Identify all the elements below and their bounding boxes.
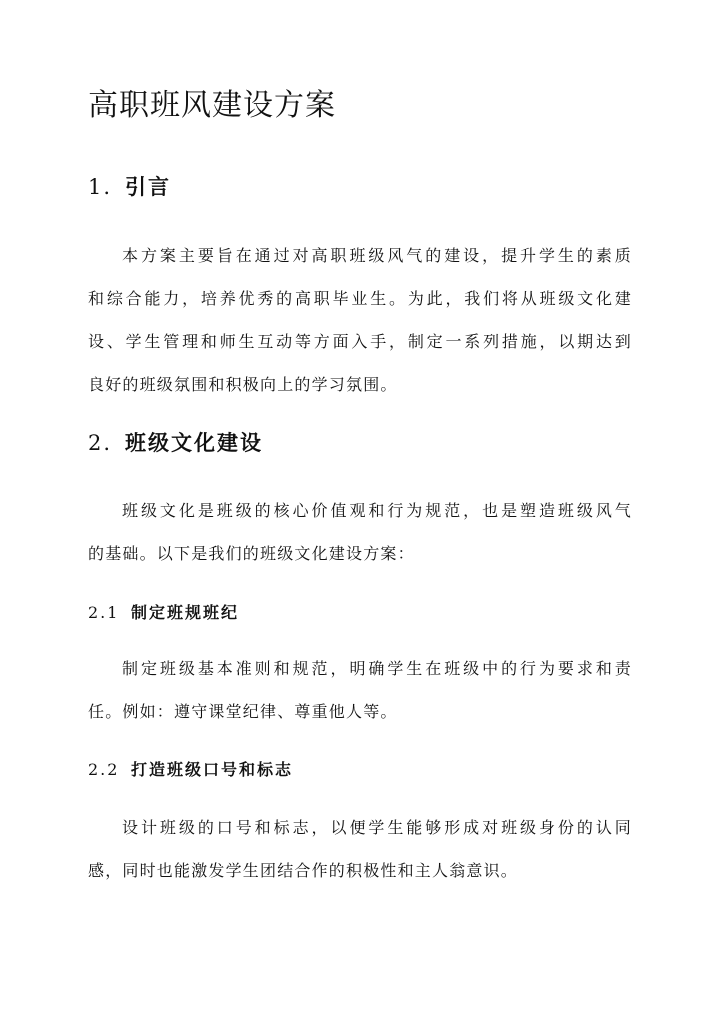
paragraph-line: 制定班级基本准则和规范，明确学生在班级中的行为要求和责 xyxy=(122,659,632,678)
paragraph-line: 设、学生管理和师生互动等方面入手，制定一系列措施，以期达到 xyxy=(88,332,632,351)
section-title: 班级文化建设 xyxy=(125,430,263,455)
subsection-number: 2.2 xyxy=(88,760,120,779)
paragraph-line: 班级文化是班级的核心价值观和行为规范，也是塑造班级风气 xyxy=(122,501,632,520)
section-number: 2. xyxy=(88,431,113,455)
class-rules-paragraph xyxy=(88,647,632,733)
document-title: 高职班风建设方案 xyxy=(88,88,336,123)
subsection-title: 打造班级口号和标志 xyxy=(131,760,294,779)
section-heading-introduction xyxy=(88,172,171,202)
paragraph-line: 设计班级的口号和标志，以便学生能够形成对班级身份的认同 xyxy=(122,818,632,837)
paragraph-line: 和综合能力，培养优秀的高职毕业生。为此，我们将从班级文化建 xyxy=(88,289,632,308)
paragraph-line: 本方案主要旨在通过对高职班级风气的建设，提升学生的素质 xyxy=(122,246,632,265)
paragraph-line: 任。例如：遵守课堂纪律、尊重他人等。 xyxy=(88,702,398,721)
section-number: 1. xyxy=(88,175,113,199)
subsection-number: 2.1 xyxy=(88,603,120,622)
class-slogan-paragraph xyxy=(88,806,632,892)
subsection-heading-class-slogan xyxy=(88,758,293,782)
section-title: 引言 xyxy=(125,174,171,199)
paragraph-line: 的基础。以下是我们的班级文化建设方案： xyxy=(88,544,415,563)
section-heading-class-culture xyxy=(88,428,263,458)
introduction-paragraph xyxy=(88,234,632,406)
class-culture-paragraph xyxy=(88,489,632,575)
subsection-title: 制定班规班纪 xyxy=(131,603,240,622)
paragraph-line: 感，同时也能激发学生团结合作的积极性和主人翁意识。 xyxy=(88,861,519,880)
subsection-heading-class-rules xyxy=(88,601,239,625)
paragraph-line: 良好的班级氛围和积极向上的学习氛围。 xyxy=(88,375,398,394)
